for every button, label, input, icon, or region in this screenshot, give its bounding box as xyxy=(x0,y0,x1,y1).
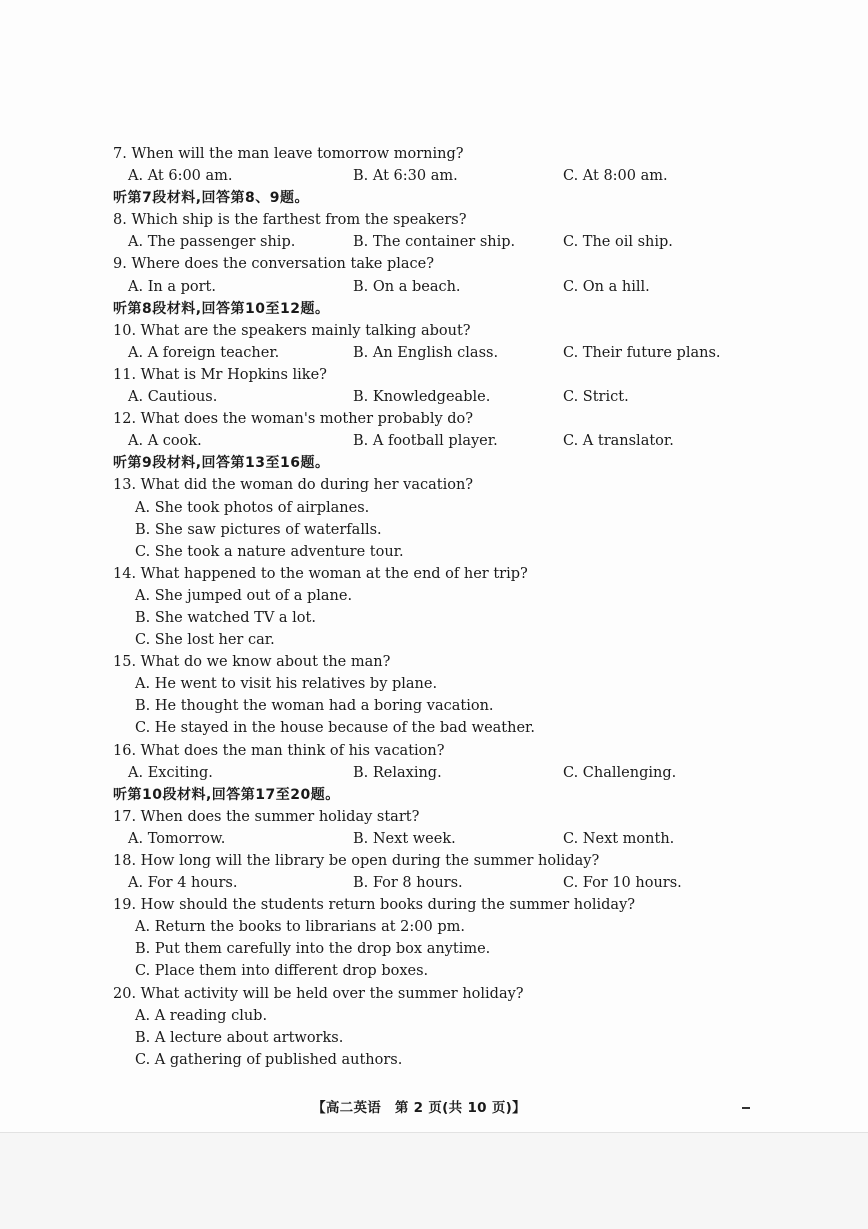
answer-options-row xyxy=(113,872,753,894)
question-stem: 16. What does the man think of his vacation? xyxy=(113,742,445,759)
answer-option: B. She watched TV a lot. xyxy=(135,609,316,626)
section-heading: 听第10段材料,回答第17至20题。 xyxy=(113,786,340,803)
question-stem: 15. What do we know about the man? xyxy=(113,654,391,671)
answer-option-c: C. Next month. xyxy=(563,830,675,847)
answer-option-c: C. Challenging. xyxy=(563,764,677,781)
answer-option: A. Return the books to librarians at 2:00 pm. xyxy=(135,919,465,936)
answer-options-row xyxy=(113,430,753,452)
answer-options-row xyxy=(113,828,753,850)
question-stem: 10. What are the speakers mainly talking about? xyxy=(113,322,471,339)
answer-options-row xyxy=(113,386,753,408)
question-stem: 11. What is Mr Hopkins like? xyxy=(113,366,327,383)
answer-option-c: C. A translator. xyxy=(563,433,674,450)
answer-option-c: C. Strict. xyxy=(563,389,629,406)
answer-option-a: A. At 6:00 am. xyxy=(128,168,233,185)
question-list xyxy=(113,143,753,1071)
answer-option-a: A. A cook. xyxy=(128,433,202,450)
question-stem: 8. Which ship is the farthest from the speakers? xyxy=(113,212,467,229)
question-stem: 14. What happened to the woman at the end of her trip? xyxy=(113,565,528,582)
answer-option-a: A. The passenger ship. xyxy=(128,234,296,251)
answer-options-row xyxy=(113,342,753,364)
answer-options-row xyxy=(113,231,753,253)
answer-option-b: B. On a beach. xyxy=(353,278,461,295)
answer-option: A. He went to visit his relatives by plane. xyxy=(135,676,438,693)
answer-option-c: C. Their future plans. xyxy=(563,344,721,361)
question-stem: 12. What does the woman's mother probably do? xyxy=(113,411,474,428)
answer-option: A. She took photos of airplanes. xyxy=(135,499,370,516)
answer-option-c: C. The oil ship. xyxy=(563,234,673,251)
answer-option-b: B. Next week. xyxy=(353,830,456,847)
answer-option-b: B. At 6:30 am. xyxy=(353,168,458,185)
answer-option: C. Place them into different drop boxes. xyxy=(135,963,429,980)
answer-option-a: A. A foreign teacher. xyxy=(128,344,280,361)
question-stem: 17. When does the summer holiday start? xyxy=(113,808,420,825)
answer-option-a: A. Cautious. xyxy=(128,389,218,406)
answer-option-b: B. A football player. xyxy=(353,433,498,450)
answer-option-a: A. In a port. xyxy=(128,278,216,295)
answer-option: B. She saw pictures of waterfalls. xyxy=(135,521,382,538)
answer-option-b: B. An English class. xyxy=(353,344,499,361)
answer-options-row xyxy=(113,165,753,187)
answer-option: C. He stayed in the house because of the bad weather. xyxy=(135,720,535,737)
section-heading: 听第9段材料,回答第13至16题。 xyxy=(113,455,330,472)
margin-mark xyxy=(742,1107,750,1109)
answer-option-a: A. Exciting. xyxy=(128,764,213,781)
page-bottom-margin xyxy=(0,1132,868,1229)
question-stem: 19. How should the students return books during the summer holiday? xyxy=(113,897,636,914)
answer-option: B. A lecture about artworks. xyxy=(135,1029,344,1046)
answer-option: C. A gathering of published authors. xyxy=(135,1051,403,1068)
answer-option-c: C. For 10 hours. xyxy=(563,875,682,892)
answer-options-row xyxy=(113,762,753,784)
footer-text: 【高二英语 第 2 页(共 10 页)】 xyxy=(312,1100,526,1116)
answer-option-b: B. For 8 hours. xyxy=(353,875,463,892)
answer-option-c: C. On a hill. xyxy=(563,278,650,295)
answer-options-row xyxy=(113,276,753,298)
answer-option-a: A. Tomorrow. xyxy=(128,830,226,847)
answer-option: C. She took a nature adventure tour. xyxy=(135,543,404,560)
question-stem: 7. When will the man leave tomorrow morning? xyxy=(113,146,464,162)
question-stem: 20. What activity will be held over the summer holiday? xyxy=(113,985,524,1002)
answer-option: A. She jumped out of a plane. xyxy=(135,587,353,604)
answer-option: A. A reading club. xyxy=(135,1007,268,1024)
answer-option-b: B. Relaxing. xyxy=(353,764,442,781)
answer-option: C. She lost her car. xyxy=(135,632,275,649)
page-footer xyxy=(0,1096,868,1116)
answer-option-c: C. At 8:00 am. xyxy=(563,168,668,185)
section-heading: 听第7段材料,回答第8、9题。 xyxy=(113,190,310,207)
answer-option: B. Put them carefully into the drop box anytime. xyxy=(135,941,491,958)
answer-option: B. He thought the woman had a boring vacation. xyxy=(135,698,494,715)
answer-option-b: B. The container ship. xyxy=(353,234,516,251)
section-heading: 听第8段材料,回答第10至12题。 xyxy=(113,300,330,317)
answer-option-a: A. For 4 hours. xyxy=(128,875,238,892)
question-stem: 18. How long will the library be open during the summer holiday? xyxy=(113,853,600,869)
answer-option-b: B. Knowledgeable. xyxy=(353,389,491,406)
question-stem: 9. Where does the conversation take place? xyxy=(113,256,434,273)
question-stem: 13. What did the woman do during her vacation? xyxy=(113,477,474,494)
